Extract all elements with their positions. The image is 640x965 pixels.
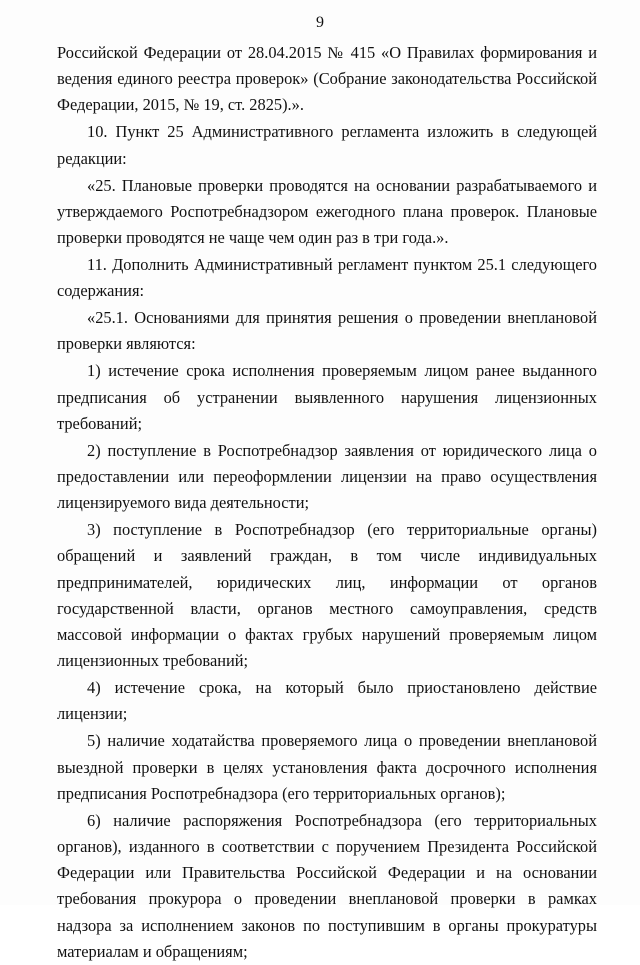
paragraph-subitem-5: 5) наличие ходатайства проверяемого лица о проведении внеплановой выездной проверки в целях установления факта досрочного исполнения предписания Роспотребнадзора (его территориальных органов); — [57, 731, 597, 803]
paragraph-item-11: 11. Дополнить Административный регламент пунктом 25.1 следующего содержания: — [57, 255, 597, 301]
document-body — [57, 40, 597, 965]
paragraph-quote-25: «25. Плановые проверки проводятся на основании разрабатываемого и утверждаемого Роспотребнадзором ежегодного плана проверок. Плановые проверки проводятся не чаще чем один раз в три года.». — [57, 175, 597, 248]
paragraph-quote-25-1: «25.1. Основаниями для принятия решения о проведении внеплановой проверки являются: — [57, 308, 597, 354]
page-number: 9 — [316, 14, 324, 31]
paragraph-subitem-3: 3) поступление в Роспотребнадзор (его территориальные органы) обращений и заявлений граждан, в том числе индивидуальных предпринимателей, юридических лиц, информации от органов государственной власти, органов местного самоуправления, средств массовой информации о фактах грубых нарушений проверяемым лицом лицензионных требований; — [57, 520, 597, 671]
paragraph-item-10: 10. Пункт 25 Административного регламента изложить в следующей редакции: — [57, 122, 597, 168]
paragraph-subitem-2: 2) поступление в Роспотребнадзор заявления от юридического лица о предоставлении или переоформлении лицензии на право осуществления лицензируемого вида деятельности; — [57, 440, 597, 513]
paragraph-subitem-4: 4) истечение срока, на который было приостановлено действие лицензии; — [57, 678, 597, 724]
paragraph-subitem-1: 1) истечение срока исполнения проверяемым лицом ранее выданного предписания об устранении выявленного нарушения лицензионных требований; — [57, 361, 597, 433]
paragraph-subitem-6: 6) наличие распоряжения Роспотребнадзора (его территориальных органов), изданного в соответствии с поручением Президента Российской Федерации или Правительства Российской Федерации и на основании требования прокурора о проведении внеплановой проверки в рамках надзора за исполнением законов по поступившим в органы прокуратуры материалам и обращениям; — [57, 810, 597, 961]
paragraph-continuation: Российской Федерации от 28.04.2015 № 415 «О Правилах формирования и ведения единого реестра проверок» (Собрание законодательства Российской Федерации, 2015, № 19, ст. 2825).». — [57, 43, 597, 115]
